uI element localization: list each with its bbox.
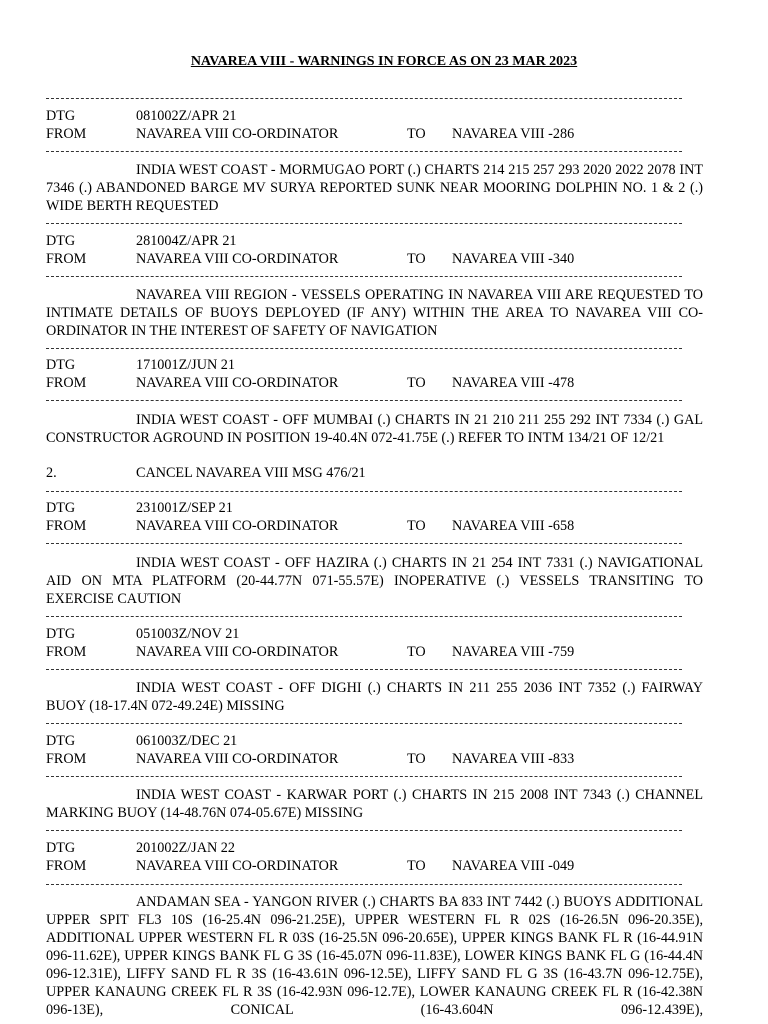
dtg-label: DTG	[46, 500, 76, 516]
dashed-separator	[46, 723, 682, 724]
from-label: FROM	[46, 858, 87, 874]
dashed-separator	[46, 276, 682, 277]
to-value: NAVAREA VIII -478	[452, 375, 575, 391]
cancel-note: CANCEL NAVAREA VIII MSG 476/21	[136, 465, 366, 481]
from-label: FROM	[46, 751, 87, 767]
dtg-value: 281004Z/APR 21	[136, 233, 237, 249]
from-label: FROM	[46, 251, 87, 267]
item-number: 2.	[46, 465, 57, 481]
dtg-label: DTG	[46, 108, 76, 124]
dtg-value: 231001Z/SEP 21	[136, 500, 233, 516]
dashed-separator	[46, 669, 682, 670]
message-text: INDIA WEST COAST - KARWAR PORT (.) CHARTS IN 215 2008 INT 7343 (.) CHANNEL MARKING BUOY (14-48.76N 074-05.67E) MISSING	[46, 787, 703, 821]
dashed-separator	[46, 348, 682, 349]
to-label: TO	[407, 751, 426, 767]
to-value: NAVAREA VIII -833	[452, 751, 575, 767]
to-label: TO	[407, 518, 426, 534]
message-text: INDIA WEST COAST - MORMUGAO PORT (.) CHARTS 214 215 257 293 2020 2022 2078 INT 7346 (.) ABANDONED BARGE MV SURYA REPORTED SUNK NEAR MOORING DOLPHIN NO. 1 & 2 (.) WIDE BERTH REQUESTED	[46, 162, 703, 214]
to-value: NAVAREA VIII -658	[452, 518, 575, 534]
from-value: NAVAREA VIII CO-ORDINATOR	[136, 126, 339, 142]
dashed-separator	[46, 776, 682, 777]
to-value: NAVAREA VIII -286	[452, 126, 575, 142]
dtg-value: 051003Z/NOV 21	[136, 626, 240, 642]
from-value: NAVAREA VIII CO-ORDINATOR	[136, 251, 339, 267]
message-text: INDIA WEST COAST - OFF HAZIRA (.) CHARTS IN 21 254 INT 7331 (.) NAVIGATIONAL AID ON MTA PLATFORM (20-44.77N 071-55.57E) INOPERATIVE (.) VESSELS TRANSITING TO EXERCISE CAUTION	[46, 555, 703, 607]
dtg-value: 061003Z/DEC 21	[136, 733, 238, 749]
dtg-row	[46, 108, 75, 125]
dashed-separator	[46, 223, 682, 224]
dtg-value: 201002Z/JAN 22	[136, 840, 235, 856]
from-value: NAVAREA VIII CO-ORDINATOR	[136, 858, 339, 874]
dtg-value: 081002Z/APR 21	[136, 108, 237, 124]
dashed-separator	[46, 98, 682, 99]
dtg-label: DTG	[46, 357, 76, 373]
dashed-separator	[46, 616, 682, 617]
message-text: NAVAREA VIII REGION - VESSELS OPERATING IN NAVAREA VIII ARE REQUESTED TO INTIMATE DETAILS OF BUOYS DEPLOYED (IF ANY) WITHIN THE AREA TO NAVAREA VIII CO-ORDINATOR IN THE INTEREST OF SAFETY OF NAVIGATION	[46, 287, 703, 339]
to-label: TO	[407, 251, 426, 267]
dashed-separator	[46, 151, 682, 152]
to-label: TO	[407, 375, 426, 391]
dtg-label: DTG	[46, 733, 76, 749]
to-label: TO	[407, 858, 426, 874]
dtg-label: DTG	[46, 626, 76, 642]
from-value: NAVAREA VIII CO-ORDINATOR	[136, 644, 339, 660]
from-label: FROM	[46, 518, 87, 534]
dashed-separator	[46, 491, 682, 492]
dtg-label: DTG	[46, 233, 76, 249]
dashed-separator	[46, 543, 682, 544]
from-value: NAVAREA VIII CO-ORDINATOR	[136, 518, 339, 534]
dashed-separator	[46, 400, 682, 401]
page-title: NAVAREA VIII - WARNINGS IN FORCE AS ON 23 MAR 2023	[190, 54, 578, 69]
dashed-separator	[46, 884, 682, 885]
to-value: NAVAREA VIII -759	[452, 644, 575, 660]
to-value: NAVAREA VIII -340	[452, 251, 575, 267]
from-label: FROM	[46, 126, 87, 142]
dtg-label: DTG	[46, 840, 76, 856]
dashed-separator	[46, 830, 682, 831]
from-value: NAVAREA VIII CO-ORDINATOR	[136, 375, 339, 391]
from-label: FROM	[46, 644, 87, 660]
to-label: TO	[407, 126, 426, 142]
message-text: INDIA WEST COAST - OFF MUMBAI (.) CHARTS IN 21 210 211 255 292 INT 7334 (.) GAL CONSTRUCTOR AGROUND IN POSITION 19-40.4N 072-41.75E (.) REFER TO INTM 134/21 OF 12/21	[46, 412, 703, 446]
message-text: INDIA WEST COAST - OFF DIGHI (.) CHARTS IN 211 255 2036 INT 7352 (.) FAIRWAY BUOY (18-17.4N 072-49.24E) MISSING	[46, 680, 703, 714]
dtg-value: 171001Z/JUN 21	[136, 357, 235, 373]
to-label: TO	[407, 644, 426, 660]
from-label: FROM	[46, 375, 87, 391]
message-text: ANDAMAN SEA - YANGON RIVER (.) CHARTS BA 833 INT 7442 (.) BUOYS ADDITIONAL UPPER SPIT FL3 10S (16-25.4N 096-21.25E), UPPER WESTERN FL R 02S (16-26.5N 096-20.35E), ADDITIONAL UPPER WESTERN FL R 03S (16-25.5N 096-20.65E), UPPER KINGS BANK FL R (16-44.91N 096-11.62E), UPPER KINGS BANK FL G 3S (16-45.07N 096-11.83E), LOWER KINGS BANK FL G (16-44.4N 096-12.31E), LIFFY SAND FL R 3S (16-43.61N 096-12.5E), LIFFY SAND FL G 3S (16-43.7N 096-12.75E), UPPER KANAUNG CREEK FL R 3S (16-42.93N 096-12.7E), LOWER KANAUNG CREEK FL R (16-42.38N 096-13E), CONICAL (16-43.604N 096-12.439E),	[46, 894, 703, 1018]
from-value: NAVAREA VIII CO-ORDINATOR	[136, 751, 339, 767]
to-value: NAVAREA VIII -049	[452, 858, 575, 874]
